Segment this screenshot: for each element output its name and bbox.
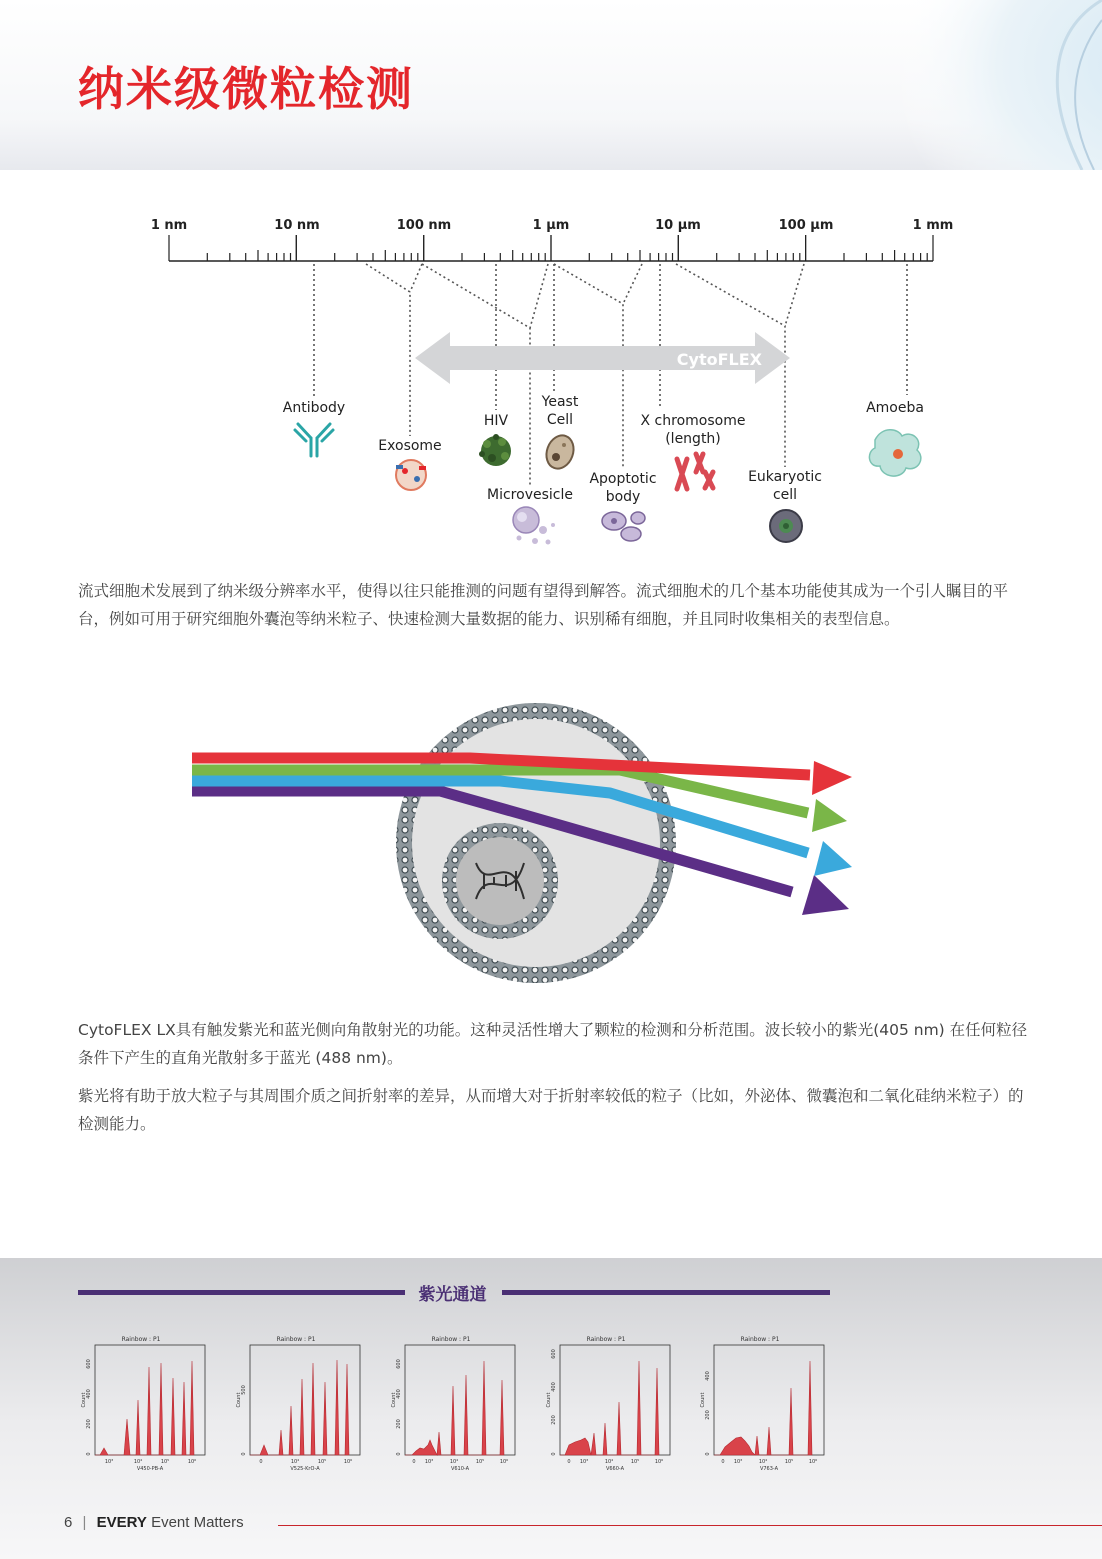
label-amoeba: Amoeba	[866, 400, 924, 416]
hiv-icon	[479, 434, 511, 466]
xtick: 10⁴	[758, 1459, 768, 1465]
xtick: 10⁶	[187, 1459, 197, 1465]
histogram-v525	[231, 1332, 366, 1474]
channel-title: 紫光通道	[418, 1285, 487, 1305]
label-yeast-cell: Cell	[546, 412, 574, 428]
ytick: 600	[86, 1359, 92, 1369]
xtick: 10⁵	[317, 1459, 327, 1465]
xtick: 10⁶	[808, 1459, 818, 1465]
green-ray-arrowhead	[812, 799, 847, 832]
violet-ray-arrowhead	[802, 875, 849, 915]
xtick: 10³	[579, 1459, 589, 1465]
label-x-chromosome: X chromosome	[640, 413, 746, 429]
scale-label-1mm: 1 mm	[912, 218, 954, 233]
ytick: 600	[551, 1349, 557, 1359]
ytick: 600	[396, 1359, 402, 1369]
histogram-title: Rainbow : P1	[586, 1336, 626, 1343]
histogram-title: Rainbow : P1	[740, 1336, 780, 1343]
ytick: 200	[86, 1419, 92, 1429]
xtick: 10⁴	[133, 1459, 143, 1465]
footer	[64, 1514, 244, 1531]
scale-label-100um: 100 µm	[778, 218, 834, 233]
histogram-ylabel: Count	[546, 1392, 552, 1408]
ytick: 400	[86, 1389, 92, 1399]
footer-separator: |	[82, 1514, 87, 1531]
x-chromosome-icon	[677, 454, 713, 489]
histogram-xlabel: V660-A	[605, 1466, 625, 1472]
xtick: 0	[721, 1459, 725, 1465]
xtick: 10⁴	[290, 1459, 300, 1465]
xtick: 10³	[424, 1459, 434, 1465]
brand-bold: EVERY	[96, 1514, 147, 1531]
histogram-ylabel: Count	[391, 1392, 397, 1408]
xtick: 10⁵	[475, 1459, 485, 1465]
footer-rule	[278, 1525, 1102, 1526]
histogram-v450	[76, 1332, 211, 1474]
xtick: 10³	[733, 1459, 743, 1465]
label-antibody: Antibody	[282, 400, 346, 416]
yeast-cell-icon	[542, 432, 578, 473]
cell-nucleus	[442, 823, 558, 939]
scale-label-100nm: 100 nm	[396, 218, 452, 233]
label-hiv: HIV	[483, 413, 509, 429]
label-x-chromosome-length: (length)	[665, 431, 721, 447]
label-eukaryotic: Eukaryotic	[748, 469, 822, 485]
histogram-peaks	[405, 1361, 504, 1455]
blue-ray-arrowhead	[814, 841, 852, 876]
xtick: 10⁵	[630, 1459, 640, 1465]
scale-axis	[169, 235, 933, 261]
xtick: 10⁶	[654, 1459, 664, 1465]
light-scatter-illustration	[180, 695, 860, 995]
histogram-xlabel: V763-A	[759, 1466, 779, 1472]
xtick: 10⁶	[499, 1459, 509, 1465]
ytick: 0	[241, 1452, 247, 1456]
histogram-title: Rainbow : P1	[121, 1336, 161, 1343]
xtick: 0	[412, 1459, 416, 1465]
brand-rest: Event Matters	[151, 1514, 244, 1531]
ytick: 200	[551, 1415, 557, 1425]
xtick: 10⁵	[160, 1459, 170, 1465]
histogram-xlabel: V525-KrO-A	[290, 1466, 320, 1472]
ytick: 500	[241, 1385, 247, 1395]
histogram-ylabel: Count	[81, 1392, 87, 1408]
page-number: 6	[64, 1514, 73, 1531]
histogram-xlabel: V610-A	[450, 1466, 470, 1472]
ytick: 0	[396, 1452, 402, 1456]
xtick: 10⁶	[343, 1459, 353, 1465]
ytick: 200	[396, 1419, 402, 1429]
scale-label-1nm: 1 nm	[150, 218, 188, 233]
histogram-xlabel: V450-PB-A	[136, 1466, 164, 1472]
xtick: 10⁴	[449, 1459, 459, 1465]
ytick: 400	[705, 1371, 711, 1381]
histogram-peaks	[714, 1361, 812, 1455]
antibody-icon	[295, 424, 333, 456]
cytoflex-paragraph: CytoFLEX LX具有触发紫光和蓝光侧向角散射光的功能。这种灵活性增大了颗粒的检测和分析范围。波长较小的紫光(405 nm) 在任何粒径条件下产生的直角光散射多于蓝光 (488 nm)。	[78, 1021, 1028, 1067]
eukaryotic-cell-icon	[770, 510, 802, 542]
label-apoptotic: Apoptotic	[589, 471, 657, 487]
histogram-peaks	[560, 1361, 659, 1455]
header-banner	[0, 0, 1102, 170]
page-title: 纳米级微粒检测	[78, 62, 414, 116]
xtick: 10³	[104, 1459, 114, 1465]
xtick: 0	[259, 1459, 263, 1465]
label-exosome: Exosome	[378, 438, 442, 454]
amoeba-icon	[869, 430, 920, 476]
histogram-ylabel: Count	[700, 1392, 706, 1408]
violet-light-paragraph: 紫光将有助于放大粒子与其周围介质之间折射率的差异，从而增大对于折射率较低的粒子（比如，外泌体、微囊泡和二氧化硅纳米粒子）的检测能力。	[78, 1087, 1024, 1133]
label-apoptotic-body: body	[605, 489, 641, 505]
ytick: 200	[705, 1410, 711, 1420]
scale-label-1um: 1 µm	[532, 218, 570, 233]
cytoflex-range-label: CytoFLEX	[676, 350, 762, 369]
histogram-peaks	[95, 1361, 194, 1455]
label-yeast: Yeast	[541, 394, 579, 410]
xtick: 10⁴	[604, 1459, 614, 1465]
microvesicle-icon	[513, 507, 555, 545]
scale-label-10um: 10 µm	[655, 218, 701, 233]
channel-rule-right	[502, 1290, 830, 1295]
histogram-v763	[695, 1332, 830, 1474]
histogram-title: Rainbow : P1	[431, 1336, 471, 1343]
exosome-icon	[396, 460, 426, 490]
lens-decoration-icon	[802, 0, 1102, 170]
histogram-ylabel: Count	[236, 1392, 242, 1408]
ytick: 0	[551, 1452, 557, 1456]
apoptotic-body-icon	[602, 512, 645, 541]
ytick: 400	[551, 1382, 557, 1392]
ytick: 0	[705, 1452, 711, 1456]
intro-paragraph: 流式细胞术发展到了纳米级分辨率水平，使得以往只能推测的问题有望得到解答。流式细胞术的几个基本功能使其成为一个引人瞩目的平台，例如可用于研究细胞外囊泡等纳米粒子、快速检测大量数据的能力、识别稀有细胞，并且同时收集相关的表型信息。	[78, 582, 1009, 628]
ytick: 400	[396, 1389, 402, 1399]
ytick: 0	[86, 1452, 92, 1456]
xtick: 10⁵	[784, 1459, 794, 1465]
xtick: 0	[567, 1459, 571, 1465]
label-microvesicle: Microvesicle	[487, 487, 573, 503]
label-eukaryotic-cell: cell	[772, 487, 798, 503]
histogram-v610	[386, 1332, 521, 1474]
scale-label-10nm: 10 nm	[274, 218, 320, 233]
size-scale-diagram	[130, 200, 960, 560]
cytoflex-range-arrow	[415, 332, 790, 384]
histogram-title: Rainbow : P1	[276, 1336, 316, 1343]
histogram-v660	[541, 1332, 676, 1474]
red-ray-arrowhead	[812, 761, 852, 795]
histogram-peaks	[250, 1360, 349, 1455]
channel-rule-left	[78, 1290, 405, 1295]
